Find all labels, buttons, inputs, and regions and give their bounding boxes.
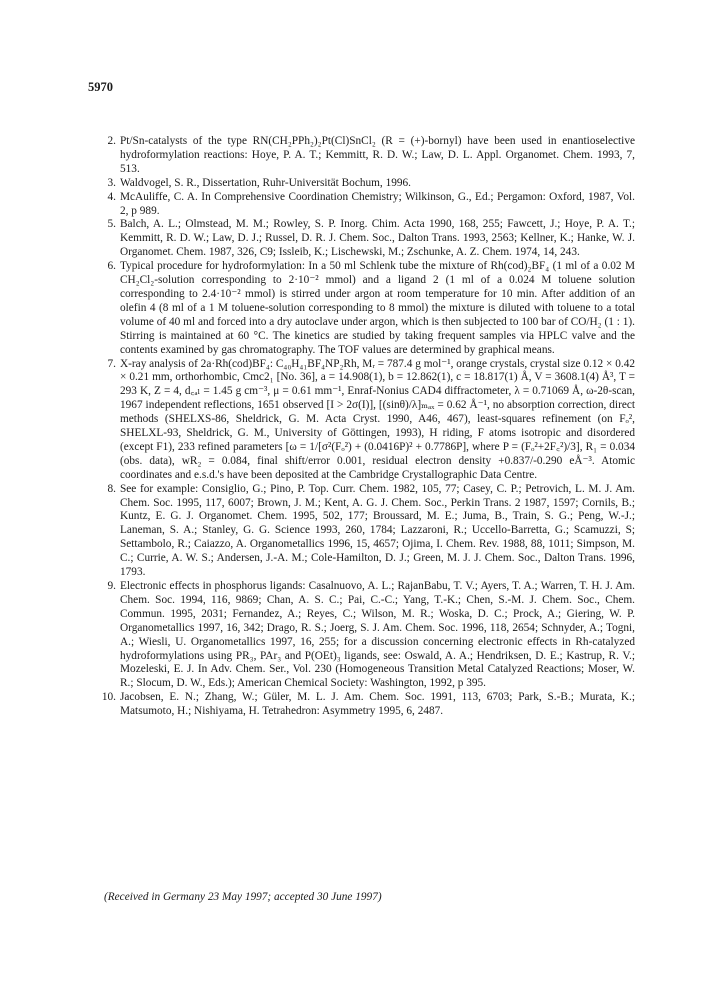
reference-text: Jacobsen, E. N.; Zhang, W.; Güler, M. L. J. Am. Chem. Soc. 1991, 113, 6703; Park, S.-B.; Murata, K.; Matsumoto, H.; Nishiyama, H. Tetrahedron: Asymmetry 1995, 6, 2487. xyxy=(120,691,635,718)
reference-text: Waldvogel, S. R., Dissertation, Ruhr-Universität Bochum, 1996. xyxy=(120,176,411,189)
reference-text: McAuliffe, C. A. In Comprehensive Coordination Chemistry; Wilkinson, G., Ed.; Pergamon: Oxford, 1987, Vol. 2, p 989. xyxy=(120,190,635,217)
reference-item xyxy=(98,358,635,483)
reference-number: 5. xyxy=(107,218,116,231)
reference-text: Pt/Sn-catalysts of the type RN(CH₂PPh₂)₂Pt(Cl)SnCl₂ (R = (+)-bornyl) have been used in enantioselective hydroformylation reactions: Hoye, P. A. T.; Kemmitt, R. D. W.; Law, D. L. Appl. Organomet. Chem. 1993, 7, 513. xyxy=(120,135,635,175)
reference-text: See for example: Consiglio, G.; Pino, P. Top. Curr. Chem. 1982, 105, 77; Casey, C. P.; Petrovich, L. M. J. Am. Chem. Soc. 1995, 117, 6007; Brown, J. M.; Kent, A. G. J. Chem. Soc., Perkin Trans. 2 1987, 1597; Cornils, B.; Kuntz, E. G. J. Organomet. Chem. 1995, 502, 177; Broussard, M. E.; Juma, B., Train, S. G.; Peng, W.-J.; Laneman, S. A.; Stanley, G. G. Science 1993, 260, 1784; Lazzaroni, R.; Uccello-Barretta, G.; Scamuzzi, S; Settambolo, R.; Caiazzo, A. Organometallics 1996, 15, 4657; Ojima, I. Chem. Rev. 1988, 88, 1011; Simpson, M. C.; Currie, A. W. S.; Andersen, J.-A. M.; Cole-Hamilton, D. J.; Green, M. J. J. Chem. Soc., Dalton Trans. 1996, 1793. xyxy=(120,482,635,579)
reference-item xyxy=(98,691,635,719)
reference-item xyxy=(98,260,635,357)
reference-item xyxy=(98,218,635,260)
reference-item xyxy=(98,135,635,177)
received-accepted-note: (Received in Germany 23 May 1997; accepted 30 June 1997) xyxy=(104,891,382,903)
reference-text: Typical procedure for hydroformylation: In a 50 ml Schlenk tube the mixture of Rh(cod)₂BF₄ (1 ml of a 0.02 M CH₂Cl₂-solution corresponding to 2·10⁻² mmol) and a ligand 2 (1 ml of a 0.024 M toluene solution corresponding to 2.4·10⁻² mmol) is stirred under argon at room temperature for 10 min. After addition of an olefin 4 (8 ml of a 1 M toluene-solution corresponding to 8 mmol) the mixture is diluted with toluene to a total volume of 40 ml and forced into a dry autoclave under argon, which is then subjected to 100 bar of CO/H₂ (1 : 1). Stirring is maintained at 60 °C. The kinetics are studied by taking frequent samples via HPLC valve and the contents examined by gas chromatography. The TOF values are determined by graphical means. xyxy=(120,260,635,356)
reference-number: 7. xyxy=(107,357,116,370)
reference-item xyxy=(98,177,635,191)
reference-list xyxy=(98,135,635,719)
page-number: 5970 xyxy=(88,80,113,94)
reference-item xyxy=(98,580,635,691)
reference-number: 3. xyxy=(107,176,116,189)
reference-text: Balch, A. L.; Olmstead, M. M.; Rowley, S. P. Inorg. Chim. Acta 1990, 168, 255; Fawcett, J.; Hoye, P. A. T.; Kemmitt, R. D. W.; Law, D. J.; Russel, D. R. J. Chem. Soc., Dalton Trans. 1993, 2563; Kellner, K.; Hanke, W. J. Organomet. Chem. 1987, 326, C9; Issleib, K.; Lischewski, M.; Zschunke, A. Z. Chem. 1974, 14, 243. xyxy=(120,218,635,259)
reference-number: 2. xyxy=(107,135,116,147)
reference-number: 8. xyxy=(107,482,116,495)
reference-number: 6. xyxy=(107,260,116,273)
reference-item xyxy=(98,191,635,219)
reference-number: 9. xyxy=(107,580,116,592)
reference-text: Electronic effects in phosphorus ligands: Casalnuovo, A. L.; RajanBabu, T. V.; Ayers, T. A.; Warren, T. H. J. Am. Chem. Soc. 1994, 116, 9869; Chan, A. S. C.; Pai, C.-C.; Yang, T.-K.; Chen, S.-M. J. Chem. Soc., Chem. Commun. 1995, 2031; Fernandez, A.; Reyes, C.; Wilson, M. R.; Woska, D. C.; Prock, A.; Giering, W. P. Organometallics 1997, 16, 342; Drago, R. S.; Joerg, S. J. Am. Chem. Soc. 1996, 118, 2654; Schnyder, A.; Togni, A.; Wiesli, U. Organometallics 1997, 16, 255; for a discussion concerning electronic effects in Rh-catalyzed hydroformylations using PR₃, PAr₃ and P(OEt)₃ ligands, see: Oswald, A. A.; Hendriksen, D. E.; Kastrup, R. V.; Mozeleski, E. J. In Adv. Chem. Ser., Vol. 230 (Homogeneous Transition Metal Catalyzed Reactions; Moser, W. R.; Slocum, D. W., Eds.); American Chemical Society: Washington, 1992, p 395. xyxy=(120,580,635,690)
reference-number: 10. xyxy=(101,691,116,704)
reference-number: 4. xyxy=(107,190,116,203)
reference-text: X-ray analysis of 2a·Rh(cod)BF₄: C₄₀H₄₁BF₄NP₂Rh, Mᵣ = 787.4 g mol⁻¹, orange crystals, crystal size 0.12 × 0.42 × 0.21 mm, orthorhombic, Cmc2₁ [No. 36], a = 14.908(1), b = 12.862(1), c = 18.817(1) Å, V = 3608.1(4) Å³, T = 293 K, Z = 4, d꜀ₐₗ = 1.45 g cm⁻³, μ = 0.61 mm⁻¹, Enraf-Nonius CAD4 diffractometer, λ = 0.71069 Å, ω-2θ-scan, 1967 independent reflections, 1651 observed [I > 2σ(I)], [(sinθ)/λ]ₘₐₓ = 0.62 Å⁻¹, no absorption correction, direct methods (SHELXS-86, Sheldrick, G. M. Acta Cryst. 1990, A46, 467), least-squares refinement (on Fₒ², SHELXL-93, Sheldrick, G. M., University of Göttingen, 1993), H riding, F atoms isotropic and disordered (except F1), 233 refined parameters [ω = 1/[σ²(Fₒ²) + (0.0416P)² + 0.7786P], where P = (Fₒ²+2F꜀²)/3], R₁ = 0.034 (obs. data), wR₂ = 0.084, final shift/error 0.001, residual electron density +0.837/-0.290 eÅ⁻³. Atomic coordinates and e.s.d.'s have been deposited at the Cambridge Crystallographic Data Centre. xyxy=(120,357,635,481)
reference-item xyxy=(98,483,635,580)
